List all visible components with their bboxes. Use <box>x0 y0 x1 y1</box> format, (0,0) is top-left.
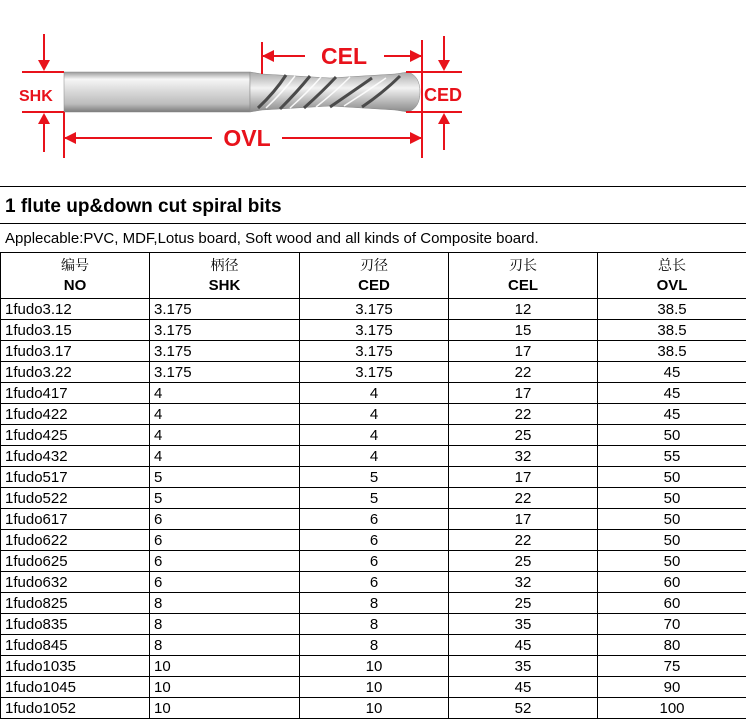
spec-table <box>0 252 746 719</box>
cell-no: 1fudo625 <box>1 551 150 572</box>
cell-ovl: 55 <box>598 446 746 467</box>
table-row <box>1 320 746 341</box>
cell-cel: 35 <box>449 656 598 677</box>
cell-ced: 3.175 <box>300 362 449 383</box>
cell-cel: 45 <box>449 677 598 698</box>
cell-ovl: 90 <box>598 677 746 698</box>
table-row <box>1 530 746 551</box>
cell-cel: 45 <box>449 635 598 656</box>
ovl-label: OVL <box>223 125 271 151</box>
cell-no: 1fudo835 <box>1 614 150 635</box>
cell-cel: 35 <box>449 614 598 635</box>
cell-ovl: 45 <box>598 383 746 404</box>
cell-no: 1fudo3.22 <box>1 362 150 383</box>
header-ovl-en: OVL <box>656 276 688 294</box>
header-cel-zh: 刃长 <box>509 257 537 274</box>
cell-ced: 8 <box>300 593 449 614</box>
cell-shk: 4 <box>150 383 300 404</box>
cell-cel: 25 <box>449 551 598 572</box>
cell-shk: 3.175 <box>150 299 300 320</box>
cell-no: 1fudo517 <box>1 467 150 488</box>
cell-no: 1fudo622 <box>1 530 150 551</box>
cell-ced: 6 <box>300 509 449 530</box>
cell-no: 1fudo432 <box>1 446 150 467</box>
cell-shk: 4 <box>150 446 300 467</box>
table-row <box>1 488 746 509</box>
cell-ovl: 38.5 <box>598 341 746 362</box>
cell-ovl: 50 <box>598 488 746 509</box>
cell-no: 1fudo1045 <box>1 677 150 698</box>
cell-cel: 22 <box>449 404 598 425</box>
header-shk-zh: 柄径 <box>210 257 239 274</box>
applicable-bar <box>0 224 746 253</box>
cell-cel: 17 <box>449 467 598 488</box>
header-ced-zh: 刃径 <box>360 257 388 274</box>
cell-shk: 8 <box>150 593 300 614</box>
cell-no: 1fudo845 <box>1 635 150 656</box>
cell-shk: 3.175 <box>150 362 300 383</box>
cell-ovl: 50 <box>598 467 746 488</box>
table-row <box>1 614 746 635</box>
header-no <box>1 253 150 299</box>
table-row <box>1 383 746 404</box>
bit-dimension-diagram <box>0 0 746 186</box>
bit-shank <box>64 72 250 112</box>
cell-ovl: 50 <box>598 425 746 446</box>
cell-no: 1fudo1052 <box>1 698 150 719</box>
cell-cel: 17 <box>449 509 598 530</box>
cell-ovl: 80 <box>598 635 746 656</box>
header-no-zh: 编号 <box>61 257 89 274</box>
cell-ced: 4 <box>300 404 449 425</box>
table-row <box>1 635 746 656</box>
cell-shk: 5 <box>150 488 300 509</box>
cell-ovl: 60 <box>598 572 746 593</box>
cell-shk: 8 <box>150 614 300 635</box>
table-row <box>1 467 746 488</box>
cell-ovl: 70 <box>598 614 746 635</box>
cell-ced: 3.175 <box>300 320 449 341</box>
cell-no: 1fudo1035 <box>1 656 150 677</box>
header-ovl-zh: 总长 <box>658 257 686 274</box>
cell-shk: 10 <box>150 698 300 719</box>
cell-ced: 10 <box>300 677 449 698</box>
header-cel <box>449 253 598 299</box>
cell-cel: 25 <box>449 593 598 614</box>
header-ced-en: CED <box>358 276 390 294</box>
bit-diagram-svg <box>0 0 746 186</box>
cell-cel: 52 <box>449 698 598 719</box>
table-row <box>1 362 746 383</box>
table-row <box>1 425 746 446</box>
cell-ced: 6 <box>300 551 449 572</box>
cell-cel: 12 <box>449 299 598 320</box>
cell-ced: 10 <box>300 698 449 719</box>
cell-shk: 5 <box>150 467 300 488</box>
cell-ced: 4 <box>300 383 449 404</box>
cell-ced: 6 <box>300 530 449 551</box>
cell-ced: 3.175 <box>300 341 449 362</box>
cell-no: 1fudo632 <box>1 572 150 593</box>
cell-no: 1fudo422 <box>1 404 150 425</box>
table-row <box>1 446 746 467</box>
cell-cel: 32 <box>449 446 598 467</box>
table-row <box>1 551 746 572</box>
cell-shk: 6 <box>150 509 300 530</box>
cell-ced: 6 <box>300 572 449 593</box>
table-row <box>1 341 746 362</box>
cell-cel: 17 <box>449 383 598 404</box>
header-ovl <box>598 253 746 299</box>
spec-table-body <box>1 299 746 719</box>
cell-ced: 5 <box>300 488 449 509</box>
cell-shk: 3.175 <box>150 341 300 362</box>
cell-no: 1fudo617 <box>1 509 150 530</box>
cell-cel: 15 <box>449 320 598 341</box>
cell-cel: 22 <box>449 530 598 551</box>
cell-ovl: 100 <box>598 698 746 719</box>
header-ced <box>300 253 449 299</box>
table-row <box>1 404 746 425</box>
cell-cel: 22 <box>449 488 598 509</box>
cell-shk: 6 <box>150 572 300 593</box>
cell-no: 1fudo425 <box>1 425 150 446</box>
cell-no: 1fudo522 <box>1 488 150 509</box>
cell-ced: 4 <box>300 425 449 446</box>
cell-no: 1fudo825 <box>1 593 150 614</box>
header-shk <box>150 253 300 299</box>
header-no-en: NO <box>63 276 87 294</box>
cell-ovl: 45 <box>598 362 746 383</box>
cell-cel: 22 <box>449 362 598 383</box>
cell-ovl: 60 <box>598 593 746 614</box>
cell-no: 1fudo3.12 <box>1 299 150 320</box>
table-row <box>1 698 746 719</box>
cell-no: 1fudo3.17 <box>1 341 150 362</box>
applicable-materials: Applecable:PVC, MDF,Lotus board, Soft wood and all kinds of Composite board. <box>5 230 539 247</box>
cell-ovl: 75 <box>598 656 746 677</box>
cell-shk: 8 <box>150 635 300 656</box>
cell-shk: 4 <box>150 404 300 425</box>
cell-shk: 4 <box>150 425 300 446</box>
cell-ced: 10 <box>300 656 449 677</box>
table-header-row <box>1 253 746 299</box>
ced-label: CED <box>424 85 463 105</box>
cel-label: CEL <box>321 43 367 69</box>
cell-ovl: 50 <box>598 551 746 572</box>
cell-cel: 25 <box>449 425 598 446</box>
cell-ced: 8 <box>300 614 449 635</box>
cell-ovl: 38.5 <box>598 320 746 341</box>
page-title: 1 flute up&down cut spiral bits <box>5 196 282 217</box>
cell-ovl: 45 <box>598 404 746 425</box>
table-row <box>1 299 746 320</box>
table-row <box>1 593 746 614</box>
shk-label: SHK <box>19 88 53 105</box>
table-row <box>1 572 746 593</box>
table-row <box>1 677 746 698</box>
cell-shk: 3.175 <box>150 320 300 341</box>
cell-ovl: 50 <box>598 530 746 551</box>
table-row <box>1 656 746 677</box>
cell-shk: 6 <box>150 551 300 572</box>
cell-shk: 10 <box>150 656 300 677</box>
cell-ced: 3.175 <box>300 299 449 320</box>
title-bar <box>0 186 746 224</box>
cell-ovl: 50 <box>598 509 746 530</box>
cell-ced: 4 <box>300 446 449 467</box>
cell-no: 1fudo417 <box>1 383 150 404</box>
header-cel-en: CEL <box>508 276 538 294</box>
cell-ced: 8 <box>300 635 449 656</box>
cell-cel: 17 <box>449 341 598 362</box>
cell-shk: 6 <box>150 530 300 551</box>
cell-shk: 10 <box>150 677 300 698</box>
header-shk-en: SHK <box>208 276 241 294</box>
cell-no: 1fudo3.15 <box>1 320 150 341</box>
cell-cel: 32 <box>449 572 598 593</box>
table-row <box>1 509 746 530</box>
cell-ovl: 38.5 <box>598 299 746 320</box>
cell-ced: 5 <box>300 467 449 488</box>
